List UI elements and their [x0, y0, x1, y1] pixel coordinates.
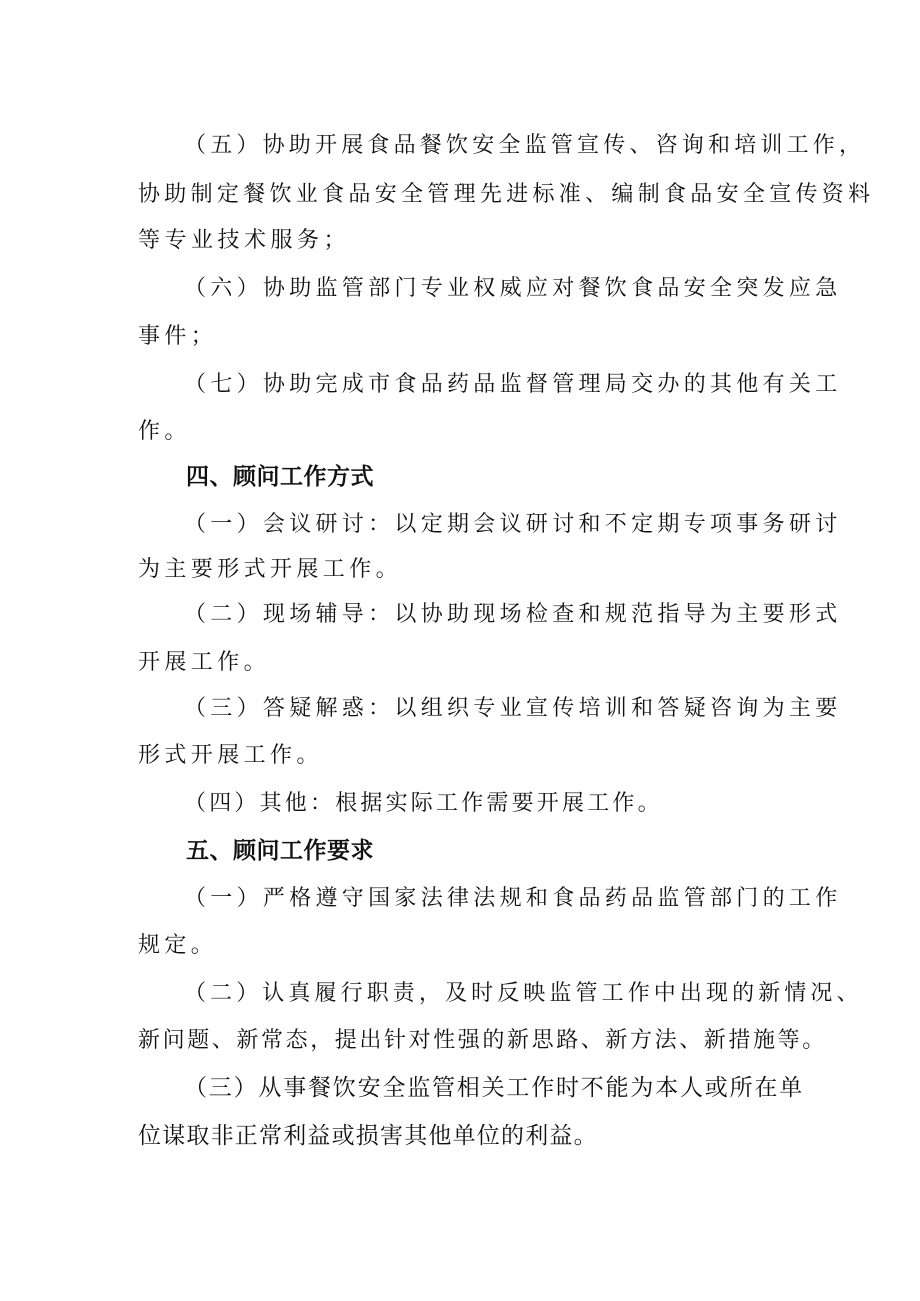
paragraph-line: 位谋取非正常利益或损害其他单位的利益。 — [138, 1123, 598, 1149]
paragraph-line: 作。 — [138, 419, 191, 444]
paragraph-line: 事件； — [138, 324, 218, 349]
paragraph-line: 开展工作。 — [138, 650, 271, 675]
paragraph-line: 等专业技术服务； — [138, 228, 351, 253]
paragraph-line: （二）认真履行职责，及时反映监管工作中出现的新情况、 — [184, 981, 863, 1006]
paragraph-line: 形式开展工作。 — [138, 743, 323, 768]
paragraph-line: 协助制定餐饮业食品安全管理先进标准、编制食品安全宣传资料 — [138, 182, 875, 207]
section-heading: 五、顾问工作要求 — [186, 838, 374, 864]
paragraph-line: （五）协助开展食品餐饮安全监管宣传、咨询和培训工作， — [184, 133, 866, 158]
paragraph-line: （三）答疑解惑：以组织专业宣传培训和答疑咨询为主要 — [184, 696, 842, 721]
paragraph-line: （四）其他：根据实际工作需要开展工作。 — [184, 791, 663, 816]
paragraph-line: （一）会议研讨：以定期会议研讨和不定期专项事务研讨 — [184, 512, 842, 537]
paragraph-line: 规定。 — [138, 933, 218, 958]
paragraph-line: （二）现场辅导：以协助现场检查和规范指导为主要形式 — [184, 602, 842, 627]
paragraph-line: 为主要形式开展工作。 — [138, 557, 403, 582]
paragraph-line: 新问题、新常态，提出针对性强的新思路、新方法、新措施等。 — [138, 1028, 827, 1053]
paragraph-line: （六）协助监管部门专业权威应对餐饮食品安全突发应急 — [184, 276, 842, 301]
paragraph-line: （七）协助完成市食品药品监督管理局交办的其他有关工 — [184, 372, 842, 397]
paragraph-line: （三）从事餐饮安全监管相关工作时不能为本人或所在单 — [184, 1075, 804, 1101]
paragraph-line: （一）严格遵守国家法律法规和食品药品监管部门的工作 — [184, 886, 842, 911]
section-heading: 四、顾问工作方式 — [186, 464, 374, 490]
